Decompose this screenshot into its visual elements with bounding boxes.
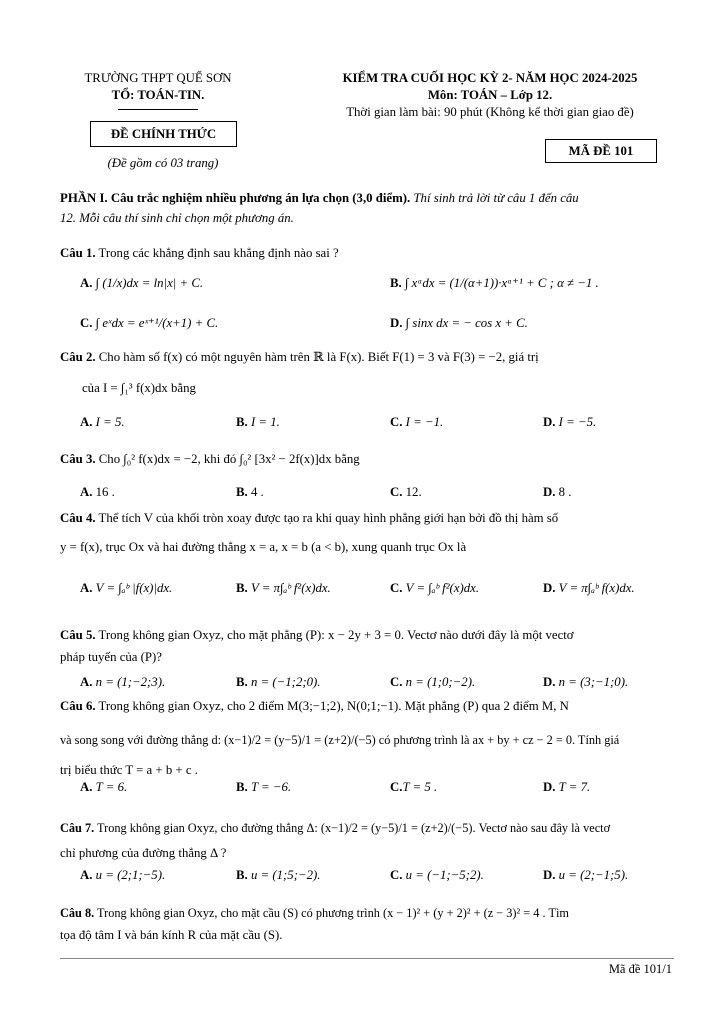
q3-option-d[interactable]: D. 8 . <box>543 485 572 499</box>
q6-text-3: trị biểu thức T = a + b + c . <box>60 763 198 777</box>
q4-text-2: y = f(x), trục Ox và hai đường thẳng x = a, x = b (a < b), xung quanh trục Ox là <box>60 540 467 554</box>
q8-label: Câu 8. <box>60 906 95 920</box>
q3-option-c[interactable]: C. 12. <box>390 485 422 499</box>
q2-option-c[interactable]: C. I = −1. <box>390 415 444 429</box>
q5-option-a[interactable]: A. n = (1;−2;3). <box>80 675 166 689</box>
q2-label: Câu 2. <box>60 350 96 364</box>
q2-stem <box>60 347 674 367</box>
part1-title: PHẦN I. Câu trắc nghiệm nhiều phương án lựa chọn (3,0 điểm). <box>60 191 411 205</box>
q7-option-a[interactable]: A. u = (2;1;−5). <box>80 868 166 882</box>
q4-option-c-text: V = ∫ₐᵇ f²(x)dx. <box>405 581 480 595</box>
q3-text: Cho ∫₀² f(x)dx = −2, khi đó ∫₀² [3x² − 2f(x)]dx bằng <box>98 452 360 466</box>
page-footer: Mã đề 101/1 <box>608 962 672 976</box>
q7-option-b-text: u = (1;5;−2). <box>250 868 321 882</box>
q4-option-c[interactable]: C. V = ∫ₐᵇ f²(x)dx. <box>390 581 480 595</box>
pages-note: (Đề gồm có 03 trang) <box>107 156 219 170</box>
q5-option-b-text: n = (−1;2;0). <box>250 675 321 689</box>
q4-option-b[interactable]: B. V = π∫ₐᵇ f²(x)dx. <box>236 581 331 595</box>
q6-text-2: và song song với đường thẳng d: (x−1)/2 = (y−5)/1 = (z+2)/(−5) có phương trình là ax + by + cz − 2 = 0. Tính giá <box>60 733 620 747</box>
q5-text-2: pháp tuyến của (P)? <box>60 650 162 664</box>
q8-text-2: tọa độ tâm I và bán kính R của mặt cầu (S). <box>60 928 283 942</box>
q2-text-1: Cho hàm số f(x) có một nguyên hàm trên ℝ là F(x). Biết F(1) = 3 và F(3) = −2, giá trị <box>98 350 539 364</box>
q3-stem <box>60 449 674 469</box>
q8-text-1: Trong không gian Oxyz, cho mặt cầu (S) có phương trình (x − 1)² + (y + 2)² + (z − 3)² = 4 . Tìm <box>97 906 569 920</box>
q1-option-d[interactable]: D. ∫ sinx dx = − cos x + C. <box>390 316 528 330</box>
q7-option-b[interactable]: B. u = (1;5;−2). <box>236 868 321 882</box>
q4-text-1: Thể tích V của khối tròn xoay được tạo ra khi quay hình phẳng giới hạn bởi đồ thị hàm số <box>98 511 559 525</box>
q6-option-b[interactable]: B. T = −6. <box>236 780 292 794</box>
exam-subject: Môn: TOÁN – Lớp 12. <box>427 88 553 102</box>
exam-time: Thời gian làm bài: 90 phút (Không kể thời gian giao đề) <box>346 105 634 119</box>
q4-option-b-text: V = π∫ₐᵇ f²(x)dx. <box>250 581 331 595</box>
q1-option-d-text: ∫ sinx dx = − cos x + C. <box>405 316 528 330</box>
part1-instruction: Thí sinh trả lời từ câu 1 đến câu <box>413 191 579 205</box>
q1-option-a[interactable]: A. ∫ (1/x)dx = ln|x| + C. <box>80 276 204 290</box>
q6-option-c[interactable]: C.T = 5 . <box>390 780 438 794</box>
header-divider <box>118 109 198 110</box>
q1-option-c[interactable]: C. ∫ eˣdx = eˣ⁺¹/(x+1) + C. <box>80 316 219 330</box>
q7-option-d-text: u = (2;−1;5). <box>558 868 629 882</box>
q6-label: Câu 6. <box>60 699 96 713</box>
q5-option-c[interactable]: C. n = (1;0;−2). <box>390 675 476 689</box>
q7-option-a-text: u = (2;1;−5). <box>95 868 166 882</box>
exam-header <box>300 70 680 121</box>
q7-text-1: Trong không gian Oxyz, cho đường thẳng Δ: (x−1)/2 = (y−5)/1 = (z+2)/(−5). Vectơ nào sau đây là vectơ <box>97 821 611 835</box>
q2-option-a[interactable]: A. I = 5. <box>80 415 125 429</box>
q5-option-b[interactable]: B. n = (−1;2;0). <box>236 675 321 689</box>
q3-option-a-text: 16 . <box>95 485 115 499</box>
part1-heading <box>60 188 674 208</box>
q1-option-c-text: ∫ eˣdx = eˣ⁺¹/(x+1) + C. <box>95 316 219 330</box>
q2-option-b[interactable]: B. I = 1. <box>236 415 280 429</box>
q5-label: Câu 5. <box>60 628 96 642</box>
exam-title: KIỂM TRA CUỐI HỌC KỲ 2- NĂM HỌC 2024-2025 <box>342 71 638 85</box>
q6-option-d-text: T = 7. <box>558 780 591 794</box>
q3-option-b[interactable]: B. 4 . <box>236 485 264 499</box>
official-box: ĐỀ CHÍNH THỨC <box>90 121 237 147</box>
q5-option-c-text: n = (1;0;−2). <box>405 675 476 689</box>
q4-stem <box>60 508 674 528</box>
q1-label: Câu 1. <box>60 246 96 260</box>
group-name: TỔ: TOÁN-TIN. <box>111 88 205 102</box>
q6-option-a-text: T = 6. <box>95 780 128 794</box>
q7-option-c[interactable]: C. u = (−1;−5;2). <box>390 868 484 882</box>
q4-option-d[interactable]: D. V = π∫ₐᵇ f(x)dx. <box>543 581 635 595</box>
q4-label: Câu 4. <box>60 511 96 525</box>
q1-option-b-text: ∫ xᵅdx = (1/(α+1))·xᵅ⁺¹ + C ; α ≠ −1 . <box>404 276 599 290</box>
q6-option-c-text: T = 5 . <box>402 780 438 794</box>
q5-option-d[interactable]: D. n = (3;−1;0). <box>543 675 629 689</box>
q7-option-d[interactable]: D. u = (2;−1;5). <box>543 868 629 882</box>
q5-option-a-text: n = (1;−2;3). <box>95 675 166 689</box>
q7-stem <box>60 818 674 838</box>
q4-option-a-text: V = ∫ₐᵇ |f(x)|dx. <box>95 581 173 595</box>
q6-stem <box>60 696 674 716</box>
q1-stem <box>60 243 674 263</box>
part1-instruction-2: 12. Mỗi câu thí sinh chỉ chọn một phương án. <box>60 211 294 225</box>
footer-rule <box>60 958 674 959</box>
q7-label: Câu 7. <box>60 821 95 835</box>
q5-text-1: Trong không gian Oxyz, cho mặt phẳng (P): x − 2y + 3 = 0. Vectơ nào dưới đây là một vectơ <box>98 628 574 642</box>
q6-option-d[interactable]: D. T = 7. <box>543 780 591 794</box>
q6-option-a[interactable]: A. T = 6. <box>80 780 128 794</box>
q3-label: Câu 3. <box>60 452 96 466</box>
q1-text: Trong các khẳng định sau khẳng định nào sai ? <box>98 246 339 260</box>
q2-option-d-text: I = −5. <box>558 415 597 429</box>
school-header <box>58 70 258 104</box>
q3-option-b-text: 4 . <box>250 485 264 499</box>
q3-option-c-text: 12. <box>405 485 422 499</box>
q4-option-a[interactable]: A. V = ∫ₐᵇ |f(x)|dx. <box>80 581 173 595</box>
q6-option-b-text: T = −6. <box>250 780 292 794</box>
q2-option-c-text: I = −1. <box>405 415 444 429</box>
q3-option-a[interactable]: A. 16 . <box>80 485 115 499</box>
q1-option-a-text: ∫ (1/x)dx = ln|x| + C. <box>95 276 204 290</box>
q2-option-b-text: I = 1. <box>250 415 280 429</box>
q2-option-d[interactable]: D. I = −5. <box>543 415 597 429</box>
q1-option-b[interactable]: B. ∫ xᵅdx = (1/(α+1))·xᵅ⁺¹ + C ; α ≠ −1 . <box>390 276 599 290</box>
q3-option-d-text: 8 . <box>558 485 572 499</box>
q7-text-2: chỉ phương của đường thẳng Δ ? <box>60 846 227 860</box>
exam-code-box: MÃ ĐỀ 101 <box>545 139 657 163</box>
q7-option-c-text: u = (−1;−5;2). <box>405 868 484 882</box>
q5-option-d-text: n = (3;−1;0). <box>558 675 629 689</box>
q2-option-a-text: I = 5. <box>95 415 125 429</box>
q4-option-d-text: V = π∫ₐᵇ f(x)dx. <box>558 581 635 595</box>
school-name: TRƯỜNG THPT QUẾ SƠN <box>84 71 232 85</box>
q2-text-2: của I = ∫₁³ f(x)dx bằng <box>82 381 196 395</box>
q6-text-1: Trong không gian Oxyz, cho 2 điểm M(3;−1;2), N(0;1;−1). Mặt phẳng (P) qua 2 điểm M, N <box>98 699 569 713</box>
q8-stem <box>60 903 674 923</box>
q5-stem <box>60 625 674 645</box>
